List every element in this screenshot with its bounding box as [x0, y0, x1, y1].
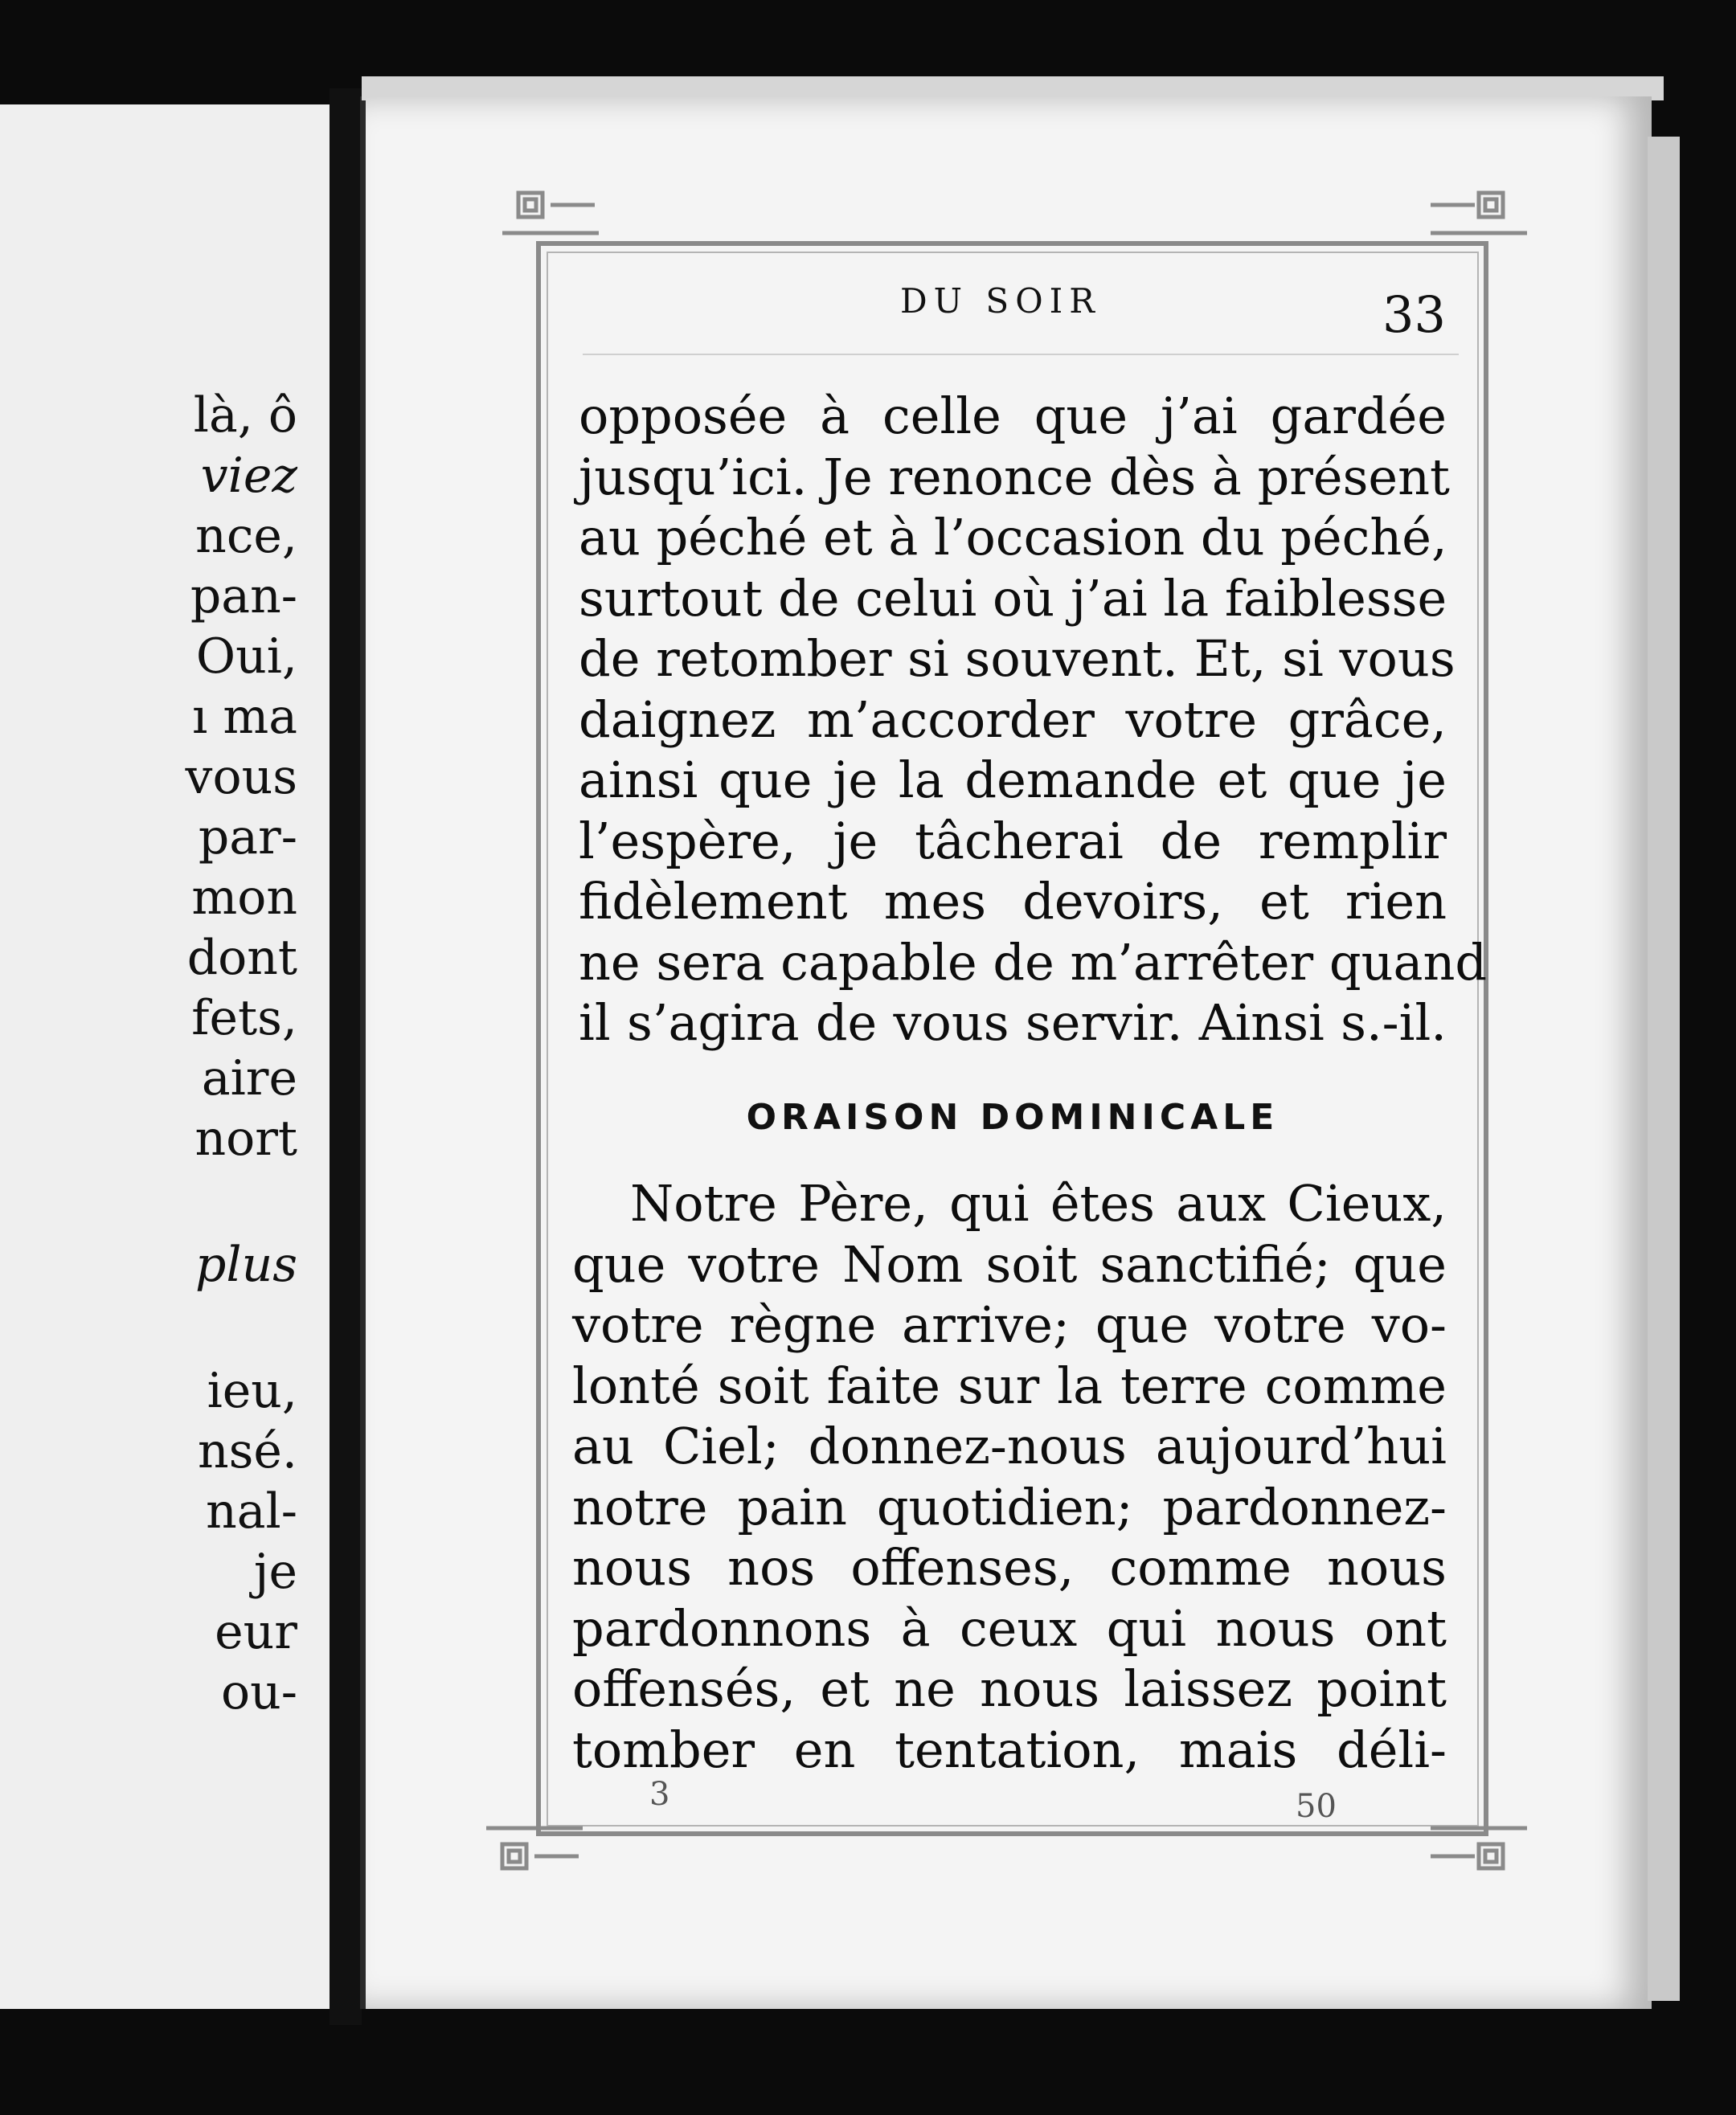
header-rule [583, 354, 1459, 355]
prayer-line: offensés, et ne nous laissez point [572, 1659, 1447, 1718]
body-line: jusqu’ici. Je renonce dès à présent [579, 447, 1450, 506]
left-line: viez [200, 448, 297, 504]
corner-ornament-icon [1431, 1808, 1527, 1887]
body-line: il s’agira de vous servir. Ainsi s.-il. [579, 993, 1447, 1052]
section-title: ORAISON DOMINICALE [746, 1097, 1279, 1138]
prayer-paragraph [572, 1173, 1447, 1780]
left-line: nsé. [197, 1423, 297, 1479]
body-line: ne sera capable de m’arrêter quand [579, 932, 1488, 992]
signature-mark: 3 [649, 1776, 670, 1813]
body-line: surtout de celui où j’ai la faiblesse [579, 568, 1447, 628]
prayer-line: que votre Nom soit sanctifié; que [572, 1234, 1447, 1294]
left-line: pan- [190, 568, 297, 624]
left-line: nce, [195, 508, 297, 564]
prayer-line: votre règne arrive; que votre vo- [572, 1295, 1447, 1354]
body-line: daignez m’accorder votre grâce, [579, 689, 1447, 749]
left-line: ieu, [207, 1363, 297, 1419]
left-line: eur [215, 1604, 297, 1660]
corner-ornament-icon [1431, 185, 1527, 264]
corner-ornament-icon [502, 185, 599, 264]
left-page [0, 104, 330, 2009]
left-line: par- [198, 809, 297, 865]
body-line: fidèlement mes devoirs, et rien [579, 872, 1447, 931]
left-line: là, ô [193, 387, 297, 444]
left-line: ou- [220, 1664, 297, 1720]
left-line: nort [194, 1111, 297, 1167]
running-head: DU SOIR [900, 281, 1101, 321]
page-number: 33 [1382, 285, 1446, 344]
left-line: je [253, 1544, 297, 1600]
prayer-line: pardonnons à ceux qui nous ont [572, 1598, 1447, 1658]
left-line: vous [185, 749, 297, 805]
left-line: Oui, [195, 628, 297, 685]
prayer-line: nous nos offenses, comme nous [572, 1538, 1447, 1597]
prayer-line: notre pain quotidien; pardonnez- [572, 1477, 1447, 1536]
signature-mark: 50 [1296, 1788, 1337, 1825]
prayer-line: lonté soit faite sur la terre comme [572, 1356, 1447, 1415]
body-line: opposée à celle que j’ai gardée [579, 387, 1447, 445]
page-stack-edge [1648, 137, 1680, 2001]
body-line: ainsi que je la demande et que je [579, 751, 1447, 809]
body-line: l’espère, je tâcherai de remplir [579, 811, 1447, 870]
prayer-line: tomber en tentation, mais déli- [572, 1720, 1447, 1779]
left-line: dont [186, 930, 297, 986]
prayer-line: Notre Père, qui êtes aux Cieux, [630, 1174, 1447, 1233]
left-line: mon [191, 869, 297, 926]
left-gap [8, 1295, 297, 1361]
left-page-text [8, 386, 297, 1723]
corner-ornament-icon [486, 1808, 583, 1887]
left-line: plus [194, 1237, 297, 1293]
book-spine [330, 88, 362, 2025]
left-line: fets, [191, 990, 297, 1046]
left-gap [8, 1169, 297, 1235]
prayer-line: au Ciel; donnez-nous aujourd’hui [572, 1417, 1447, 1475]
left-line: ı ma [192, 689, 297, 745]
left-line: nal- [206, 1483, 297, 1540]
body-paragraph [579, 386, 1488, 1053]
body-line: de retomber si souvent. Et, si vous [579, 629, 1456, 688]
left-line: aire [201, 1050, 297, 1107]
body-line: au péché et à l’occasion du péché, [579, 508, 1447, 567]
